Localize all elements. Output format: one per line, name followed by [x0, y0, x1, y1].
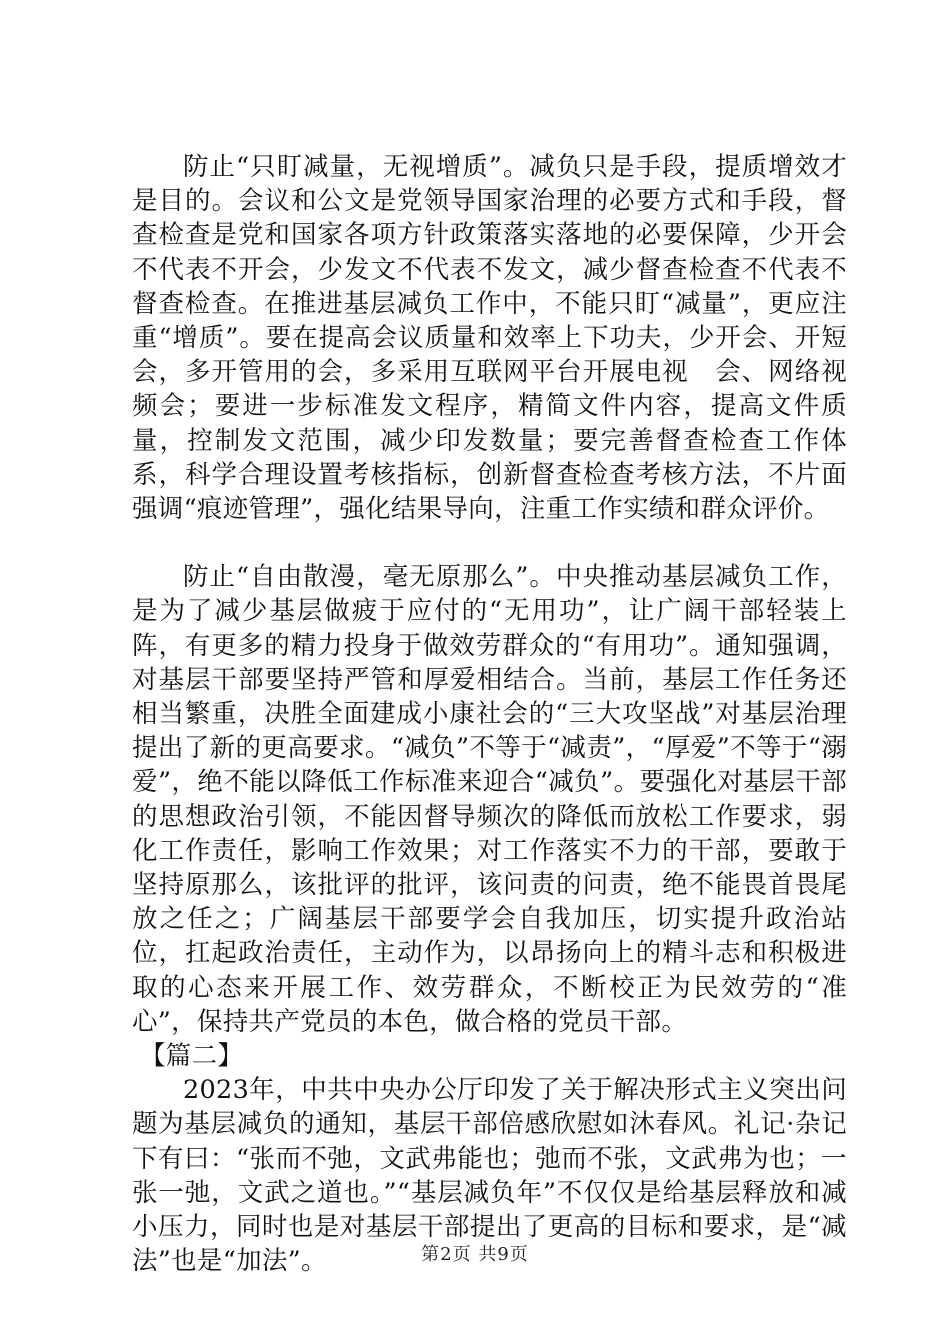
document-body: [132, 150, 847, 1279]
paragraph-reduce-quantity: 防止“只盯减量，无视增质”。减负只是手段，提质增效才是目的。会议和公文是党领导国家治理的必要方式和手段，督查检查是党和国家各项方针政策落实落地的必要保障，少开会不代表不开会，少发文不代表不发文，减少督查检查不代表不督查检查。在推进基层减负工作中，不能只盯“减量”，更应注重“增质”。要在提高会议质量和效率上下功夫，少开会、开短会，多开管用的会，多采用互联网平台开展电视 会、网络视频会；要进一步标准发文程序，精简文件内容，提高文件质量，控制发文范围，减少印发数量；要完善督查检查工作体系，科学合理设置考核指标，创新督查检查考核方法，不片面强调“痕迹管理”，强化结果导向，注重工作实绩和群众评价。: [132, 152, 847, 525]
paragraph-notice: 2023年，中共中央办公厅印发了关于解决形式主义突出问题为基层减负的通知，基层干部倍感欣慰如沐春风。礼记·杂记下有曰：“张而不弛，文武弗能也；弛而不张，文武弗为也；一张一弛，文武之道也。”“基层减负年”不仅仅是给基层释放和减小压力，同时也是对基层干部提出了更高的目标和要求，是“减法”也是“加法”。: [132, 1075, 847, 1277]
page-footer: 第2页 共9页: [421, 1244, 529, 1265]
paragraph-discipline: 防止“自由散漫，毫无原那么”。中央推动基层减负工作，是为了减少基层做疲于应付的“无用功”，让广阔干部轻装上阵，有更多的精力投身于做效劳群众的“有用功”。通知强调，对基层干部要坚持严管和厚爱相结合。当前，基层工作任务还相当繁重，决胜全面建成小康社会的“三大攻坚战”对基层治理提出了新的更高要求。“减负”不等于“减责”，“厚爱”不等于“溺爱”，绝不能以降低工作标准来迎合“减负”。要强化对基层干部的思想政治引领，不能因督导频次的降低而放松工作要求，弱化工作责任，影响工作效果；对工作落实不力的干部，要敢于坚持原那么，该批评的批评，该问责的问责，绝不能畏首畏尾放之任之；广阔基层干部要学会自我加压，切实提升政治站位，扛起政治责任，主动作为，以昂扬向上的精斗志和积极进取的心态来开展工作、效劳群众，不断校正为民效劳的“准心”，保持共产党员的本色，做合格的党员干部。: [132, 562, 847, 1037]
section-heading: 【篇二】: [140, 1041, 244, 1072]
paragraph-gap: [132, 526, 847, 560]
